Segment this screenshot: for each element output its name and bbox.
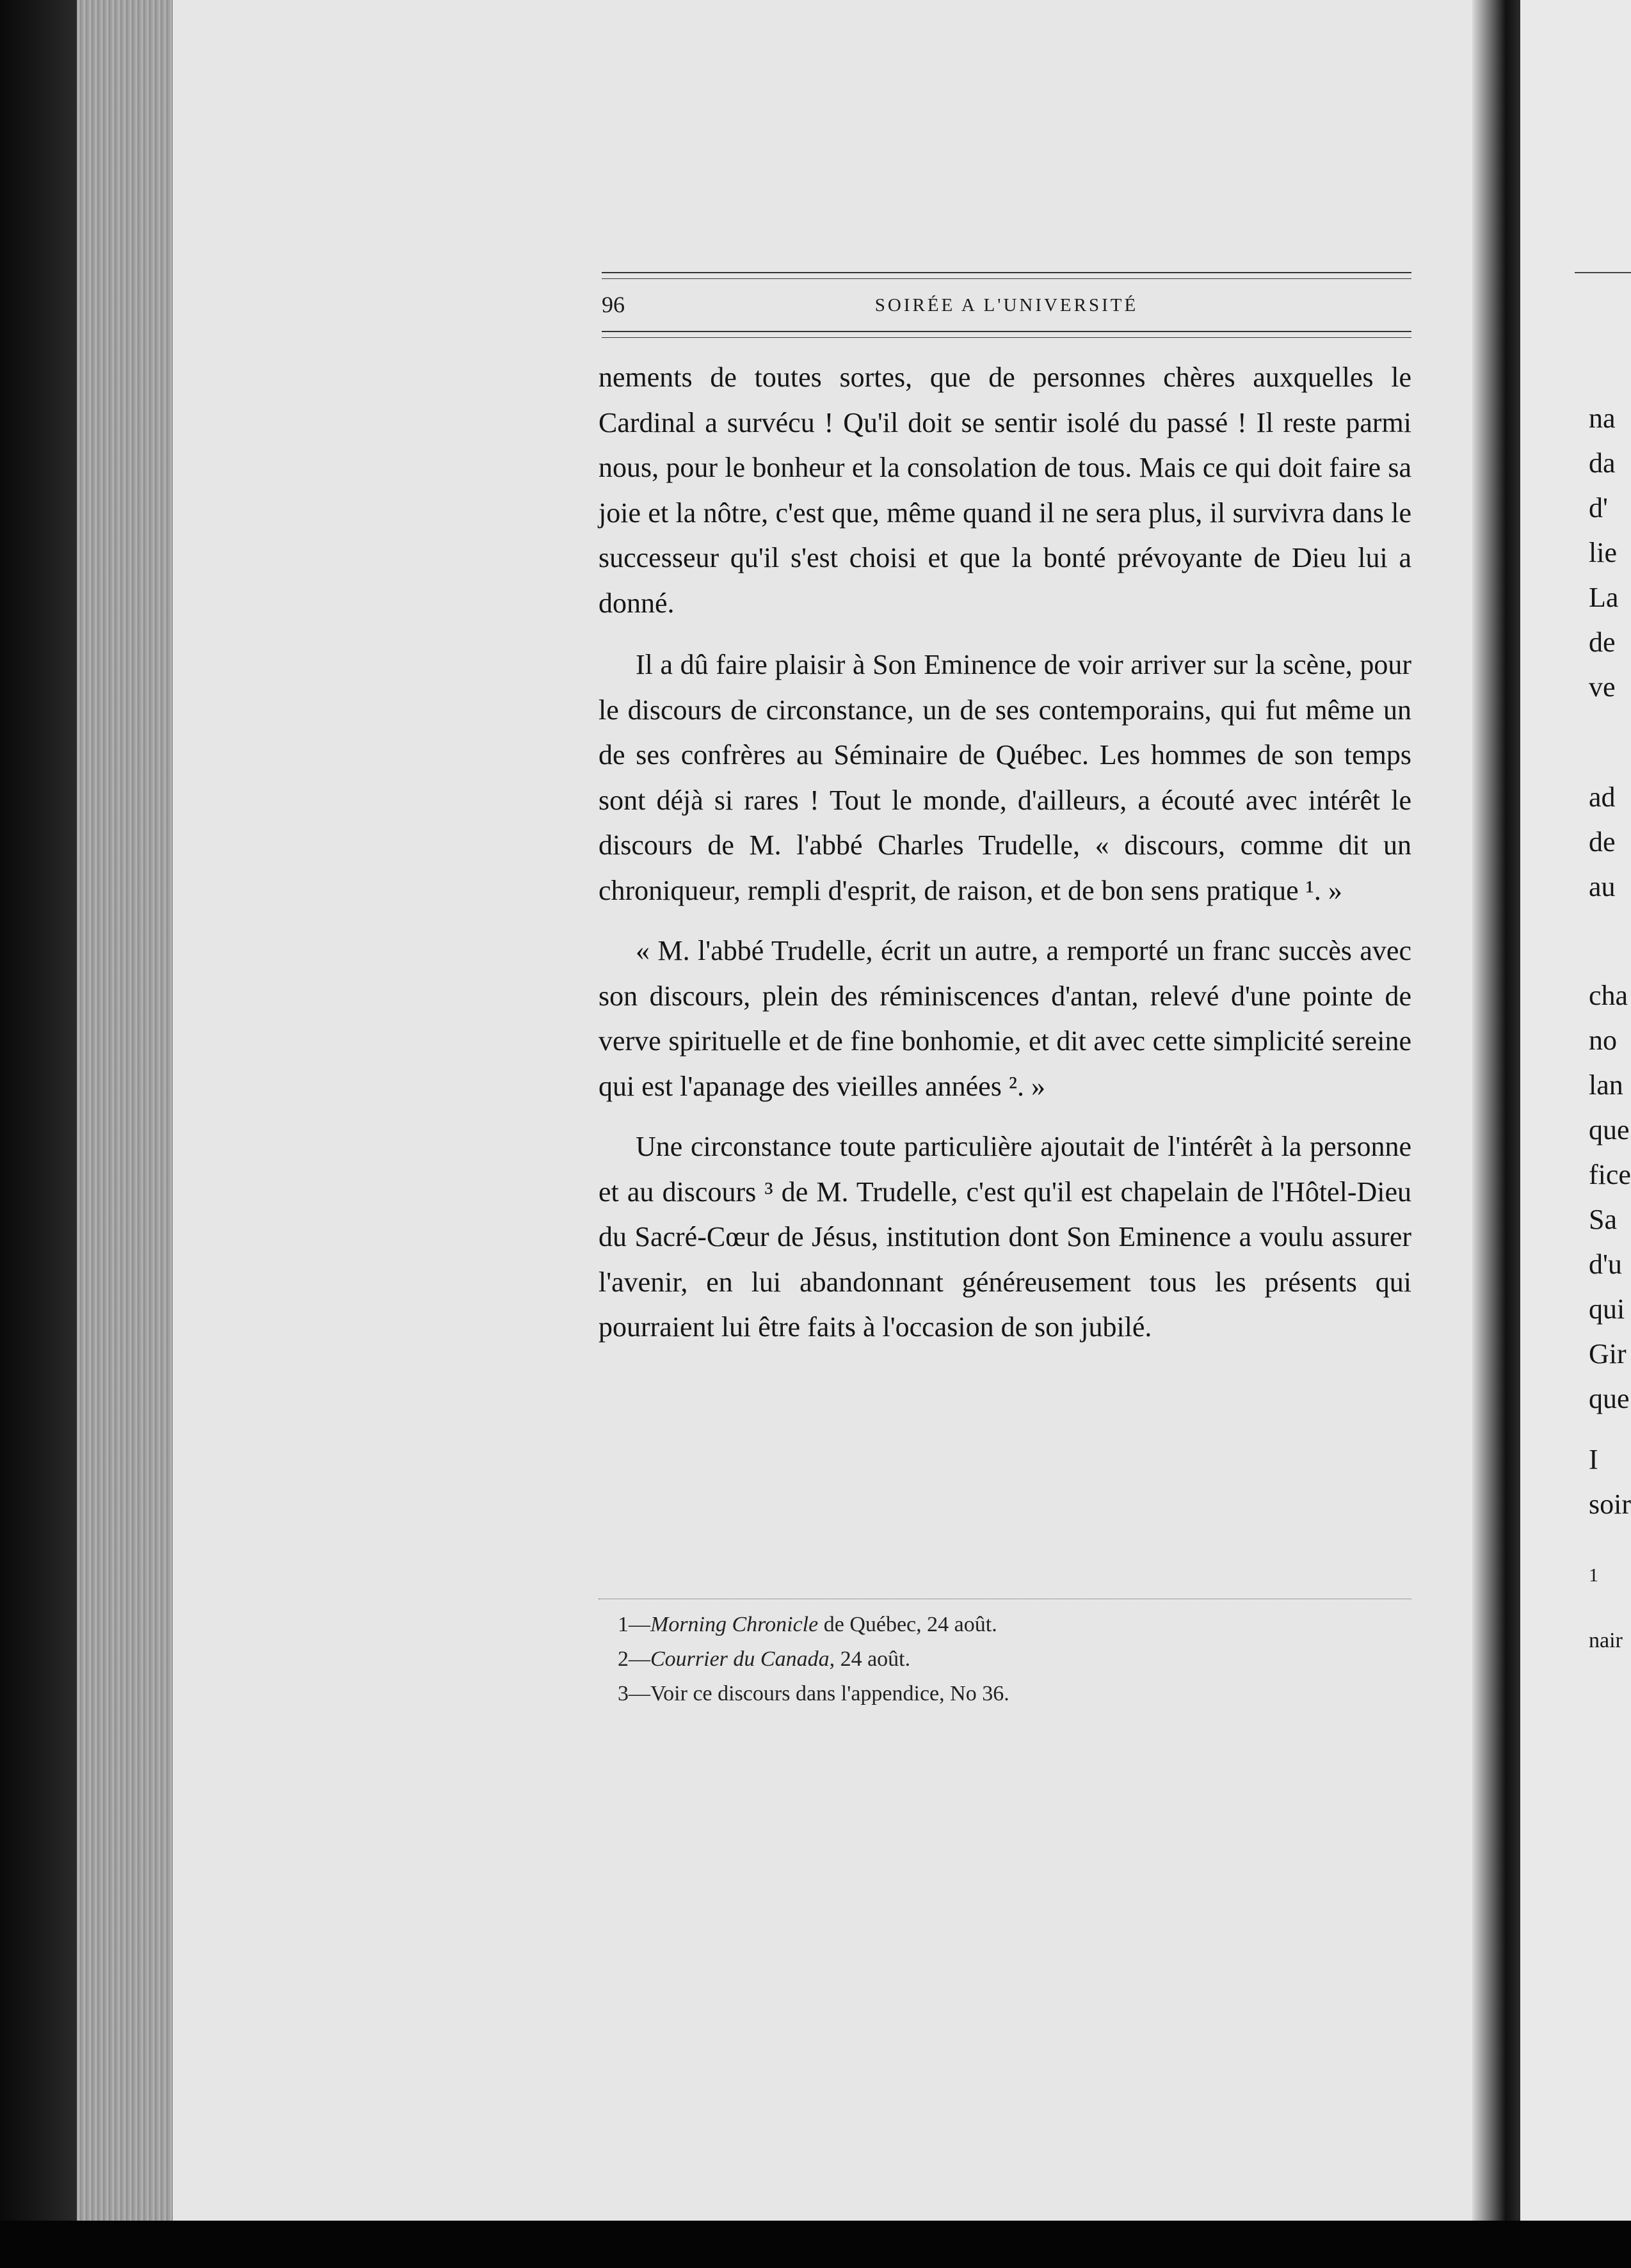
footnote-text: de Québec, 24 août. (818, 1613, 997, 1636)
facing-page-fragment: de (1589, 627, 1616, 658)
footnote-italic: Morning Chronicle (650, 1613, 819, 1636)
paragraph-4: Une circonstance toute particulière ajoutait de l'intérêt à la personne et au discours ³ de M. Trudelle, c'est qu'il est chapelain de l'Hôtel-Dieu du Sacré-Cœur de Jésus, institution dont Son Eminence a voulu assurer l'avenir, en lui abandonnant généreusement tous les présents qui pourraient lui être faits à l'occasion de son jubilé. (599, 1131, 1411, 1343)
facing-page-fragment: d'u (1589, 1249, 1622, 1280)
footnotes (618, 1608, 1386, 1711)
page-block-edges (77, 0, 174, 2221)
head-rule-top (602, 272, 1411, 273)
facing-page-fragment: na (1589, 403, 1616, 434)
facing-page-fragment: 1 (1589, 1565, 1598, 1586)
facing-page-fragment: La (1589, 582, 1619, 613)
book-gutter (1472, 0, 1520, 2227)
footnote-number: 1— (618, 1613, 650, 1636)
scanner-edge-left (0, 0, 77, 2227)
footnote-text: 24 août. (835, 1647, 911, 1671)
facing-page-fragment: qui (1589, 1293, 1625, 1325)
head-rule-bottom (602, 331, 1411, 332)
facing-page-fragment: ve (1589, 671, 1616, 703)
scanner-edge-bottom (0, 2221, 1631, 2268)
facing-page-fragment: ad (1589, 781, 1616, 813)
footnote-number: 2— (618, 1647, 650, 1671)
paragraph-1: nements de toutes sortes, que de personnes chères auxquelles le Cardinal a survécu ! Qu'il doit se sentir isolé du passé ! Il reste parmi nous, pour le bonheur et la consolation de tous. Mais ce qui doit faire sa joie et la nôtre, c'est que, même quand il ne sera plus, il survivra dans le successeur qu'il s'est choisi et que la bonté prévoyante de Dieu lui a donné. (599, 362, 1411, 619)
facing-page-fragment: lan (1589, 1069, 1623, 1101)
facing-page-fragment: no (1589, 1025, 1617, 1056)
head-rule-bottom-thin (602, 337, 1411, 338)
facing-page-fragment: que (1589, 1383, 1630, 1414)
footnote-3 (618, 1677, 1386, 1711)
facing-page-fragment: d' (1589, 492, 1608, 523)
facing-page-head-rule (1575, 272, 1631, 273)
paragraph-3: « M. l'abbé Trudelle, écrit un autre, a remporté un franc succès avec son discours, plein des réminiscences d'antan, relevé d'une pointe de verve spirituelle et de fine bonhomie, et dit avec cette simplicité sereine qui est l'apanage des vieilles années ². » (599, 935, 1411, 1102)
facing-page-fragment: au (1589, 871, 1616, 902)
footnote-text: Voir ce discours dans l'appendice, No 36. (650, 1682, 1009, 1705)
facing-page-fragment: de (1589, 826, 1616, 858)
facing-page-fragment: lie (1589, 537, 1617, 568)
footnote-number: 3— (618, 1682, 650, 1705)
facing-page-fragment: Gir (1589, 1338, 1627, 1370)
footnote-2 (618, 1642, 1386, 1677)
footnote-italic: Courrier du Canada, (650, 1647, 835, 1671)
page-number: 96 (602, 292, 625, 317)
facing-page-fragment: que (1589, 1114, 1630, 1146)
body-text (599, 355, 1411, 1366)
facing-page-fragment: cha (1589, 980, 1628, 1011)
footnote-1 (618, 1608, 1386, 1642)
running-title: SOIRÉE A L'UNIVERSITÉ (874, 295, 1139, 315)
facing-page-fragment: I (1589, 1444, 1598, 1475)
facing-page-fragment: soir (1589, 1489, 1631, 1520)
head-rule-top-thin (602, 278, 1411, 279)
paragraph-2: Il a dû faire plaisir à Son Eminence de voir arriver sur la scène, pour le discours de circonstance, un de ses contemporains, qui fut même un de ses confrères au Séminaire de Québec. Les hommes de son temps sont déjà si rares ! Tout le monde, d'ailleurs, a écouté avec intérêt le discours de M. l'abbé Charles Trudelle, « discours, comme dit un chroniqueur, rempli d'esprit, de raison, et de bon sens pratique ¹. » (599, 649, 1411, 906)
running-head (602, 272, 1411, 342)
facing-page-fragment: fice (1589, 1159, 1631, 1190)
facing-page-fragment: nair (1589, 1629, 1623, 1652)
facing-page-fragment: Sa (1589, 1204, 1617, 1235)
facing-page-fragment: da (1589, 447, 1616, 479)
